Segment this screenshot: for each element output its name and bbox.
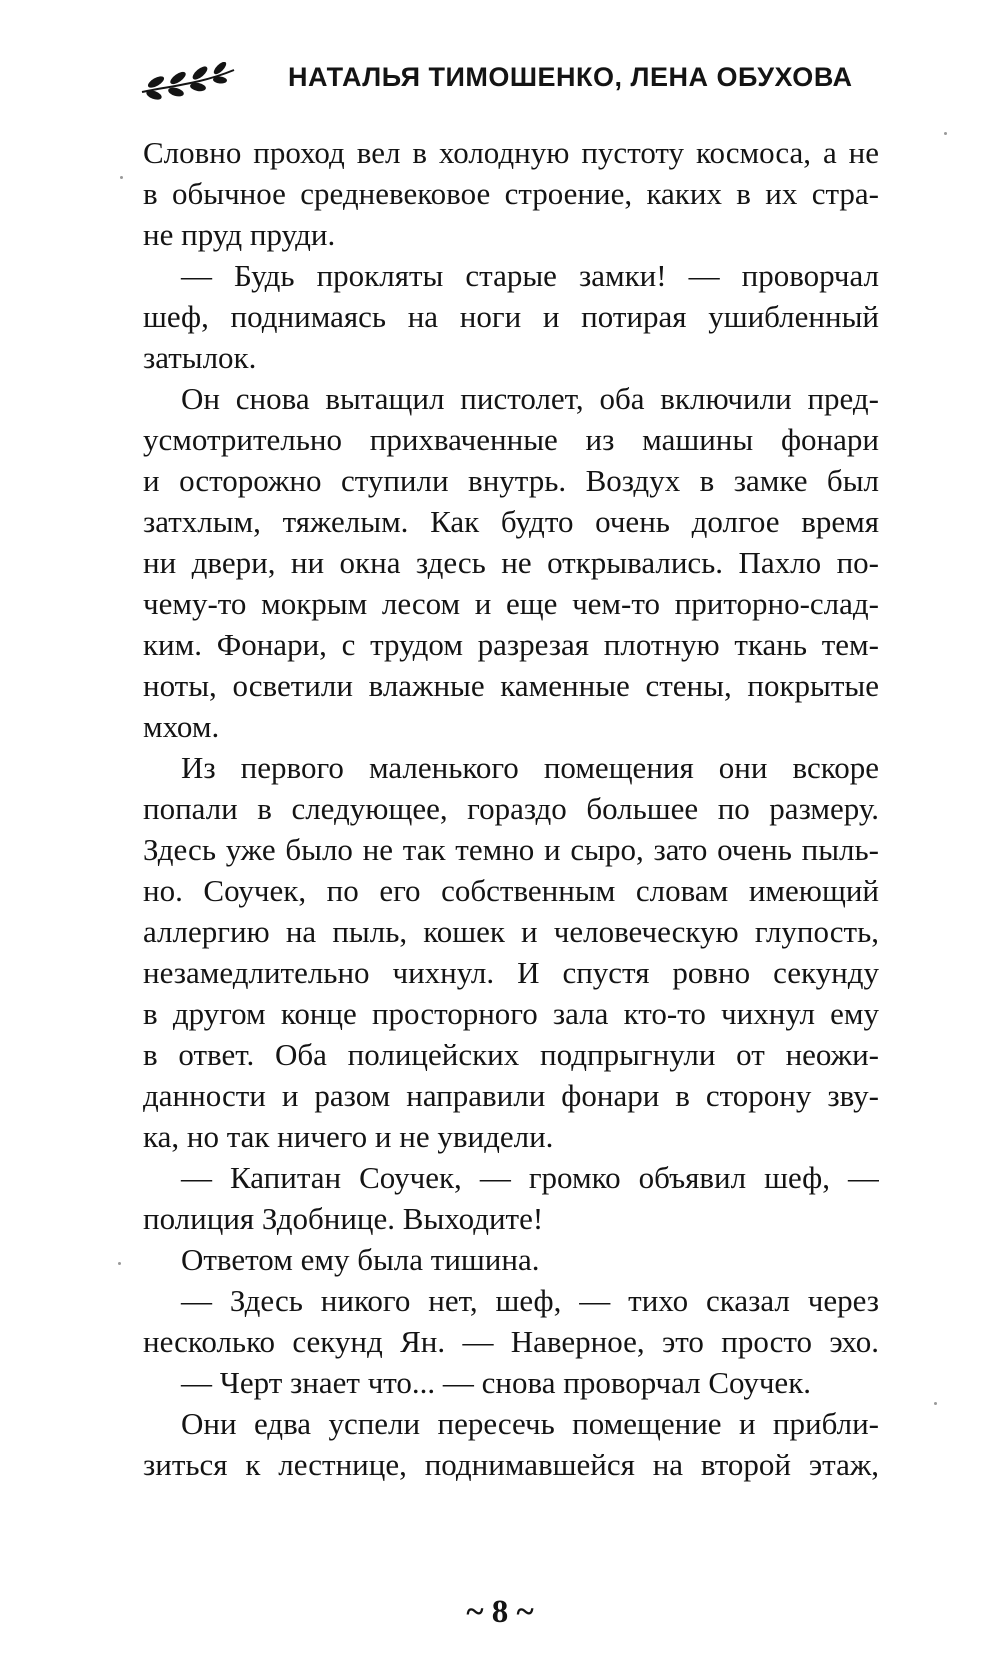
scan-speck [944, 132, 947, 135]
text-line: не пруд пруди. [143, 217, 336, 252]
text-line: — Капитан Соучек, — громко объявил шеф, — [181, 1160, 879, 1195]
text-line: мхом. [143, 709, 220, 744]
scan-speck [934, 1402, 937, 1405]
text-line: в ответ. Оба полицейских подпрыгнули от неожи- [143, 1037, 879, 1072]
text-line: аллергию на пыль, кошек и человеческую глупость, [143, 914, 879, 949]
text-line: — Черт знает что... — снова проворчал Соучек. [181, 1365, 812, 1400]
text-line: зиться к лестнице, поднимавшейся на второй этаж, [143, 1447, 879, 1482]
text-line: Словно проход вел в холодную пустоту космоса, а не [143, 135, 879, 170]
scan-speck [120, 176, 123, 179]
body-text [143, 132, 879, 1485]
text-line: незамедлительно чихнул. И спустя ровно секунду [143, 955, 879, 990]
text-line: Он снова вытащил пистолет, оба включили пред- [181, 381, 879, 416]
text-line: ким. Фонари, с трудом разрезая плотную ткань тем- [143, 627, 879, 662]
text-line: в обычное средневековое строение, каких в их стра- [143, 176, 879, 211]
leaf-sprig-icon [140, 62, 236, 102]
text-line: ни двери, ни окна здесь не открывались. Пахло по- [143, 545, 879, 580]
text-line: усмотрительно прихваченные из машины фонари [143, 422, 879, 457]
page-number: ~ 8 ~ [466, 1594, 534, 1630]
text-line: Ответом ему была тишина. [181, 1242, 540, 1277]
page-header [140, 52, 900, 102]
text-line: несколько секунд Ян. — Наверное, это просто эхо. [143, 1324, 879, 1359]
running-head: НАТАЛЬЯ ТИМОШЕНКО, ЛЕНА ОБУХОВА [288, 62, 853, 92]
text-line: Они едва успели пересечь помещение и прибли- [181, 1406, 879, 1441]
text-line: шеф, поднимаясь на ноги и потирая ушибленный [143, 299, 879, 334]
text-line: в другом конце просторного зала кто-то чихнул ему [143, 996, 879, 1031]
text-line: — Будь прокляты старые замки! — проворчал [181, 258, 879, 293]
text-line: Из первого маленького помещения они вскоре [181, 750, 879, 785]
scan-speck [118, 1262, 121, 1265]
text-line: затхлым, тяжелым. Как будто очень долгое время [143, 504, 879, 539]
text-line: чему-то мокрым лесом и еще чем-то приторно-слад- [143, 586, 879, 621]
text-line: но. Соучек, по его собственным словам имеющий [143, 873, 879, 908]
text-line: ка, но так ничего и не увидели. [143, 1119, 554, 1154]
text-line: ноты, осветили влажные каменные стены, покрытые [143, 668, 879, 703]
text-line: полиция Здобнице. Выходите! [143, 1201, 544, 1236]
text-line: и осторожно ступили внутрь. Воздух в замке был [143, 463, 879, 498]
text-line: попали в следующее, гораздо большее по размеру. [143, 791, 879, 826]
text-line: Здесь уже было не так темно и сыро, зато очень пыль- [143, 832, 879, 867]
text-line: данности и разом направили фонари в сторону зву- [143, 1078, 879, 1113]
text-line: затылок. [143, 340, 257, 375]
text-line: — Здесь никого нет, шеф, — тихо сказал через [181, 1283, 879, 1318]
